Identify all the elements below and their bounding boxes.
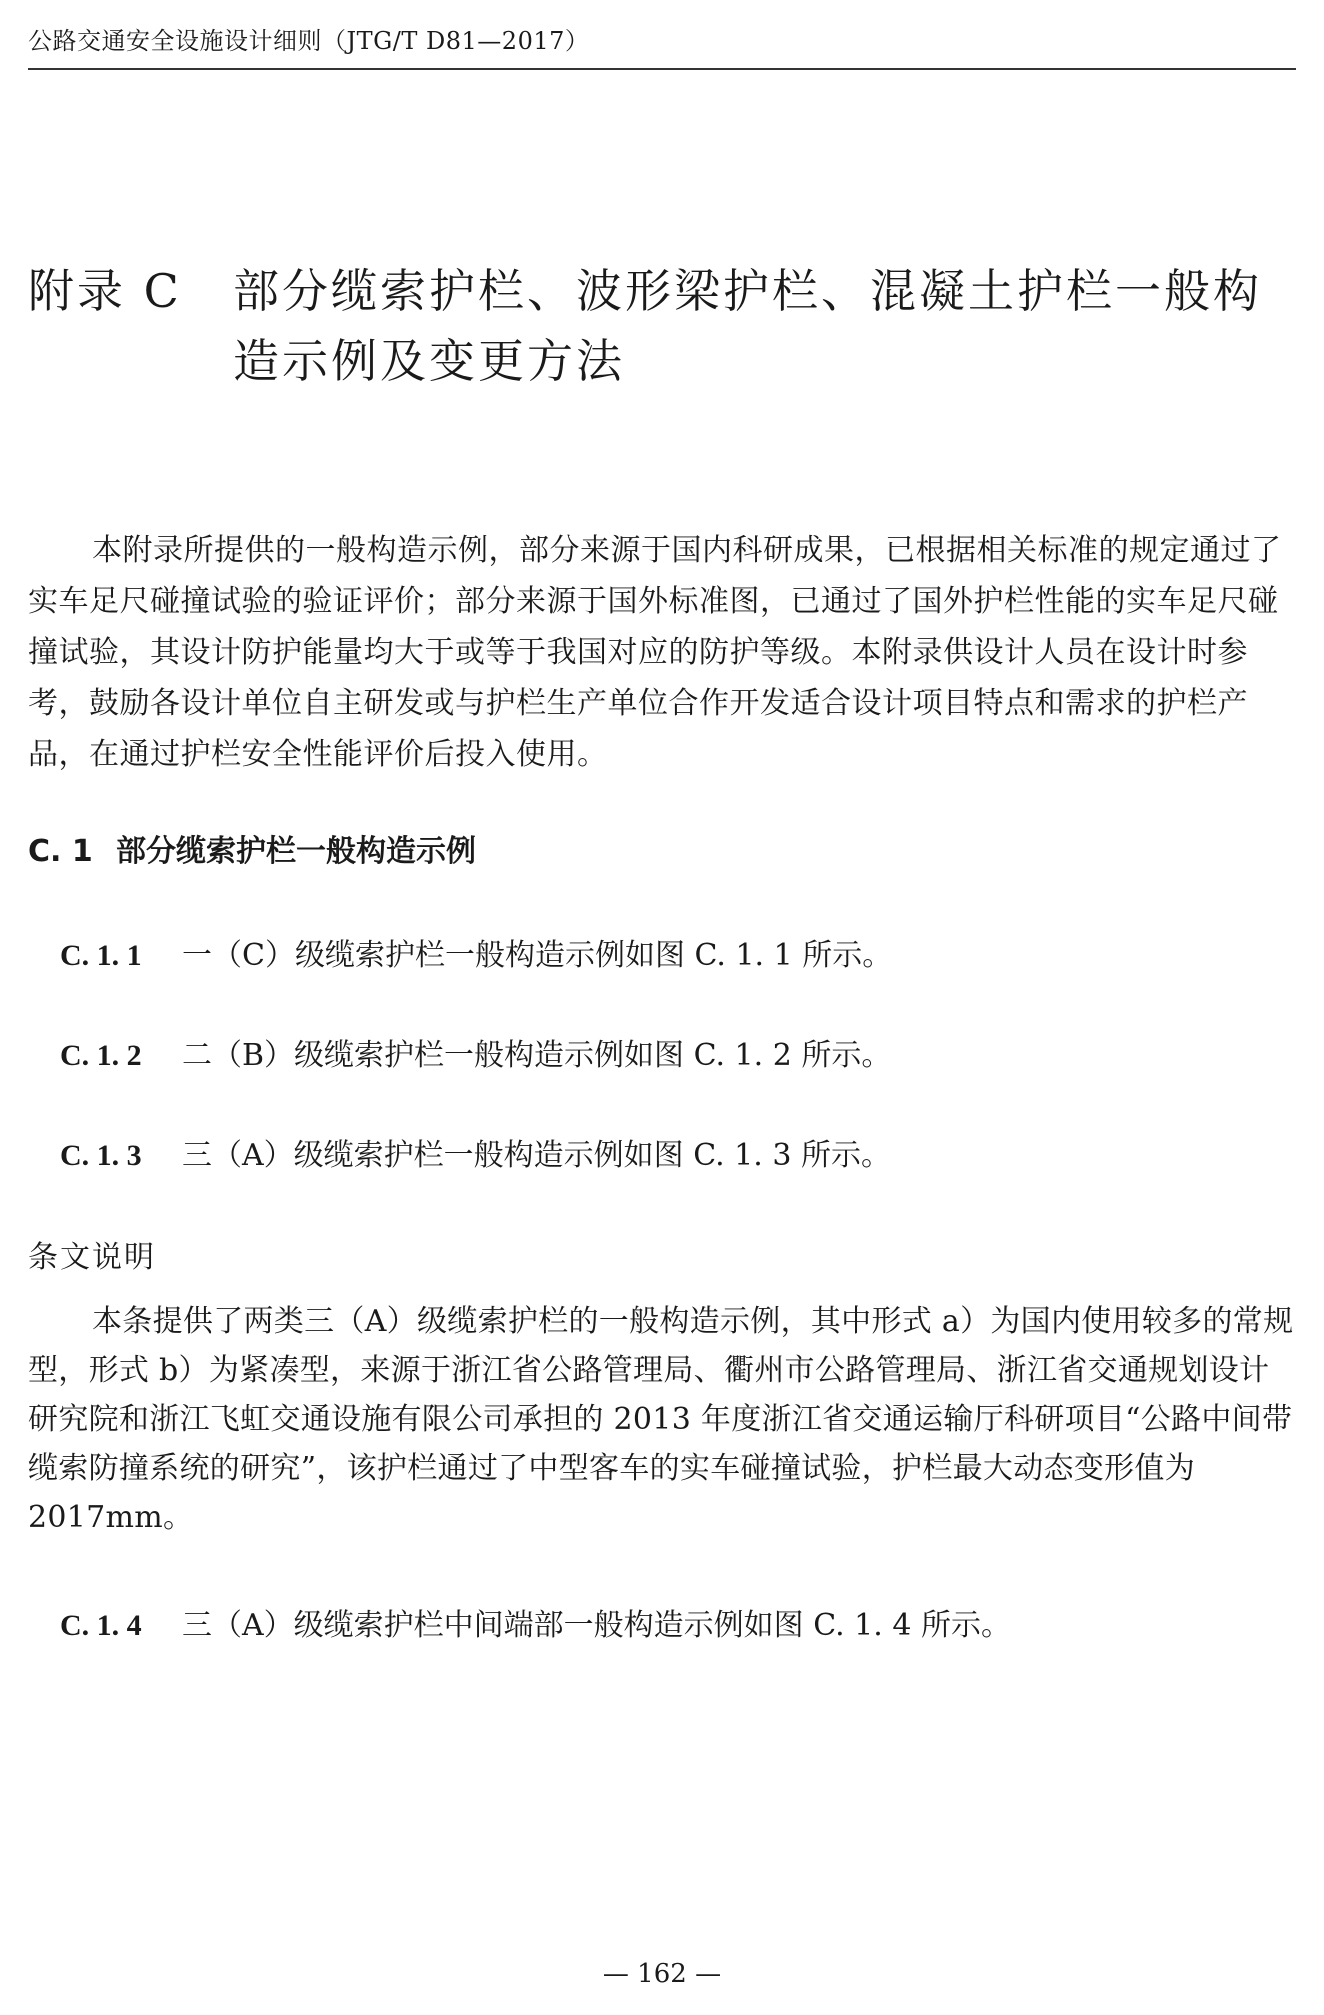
clause-text: 三（A）级缆索护栏中间端部一般构造示例如图 C. 1. 4 所示。 bbox=[182, 1608, 1011, 1643]
intro-paragraph: 本附录所提供的一般构造示例，部分来源于国内科研成果，已根据相关标准的规定通过了实车足尺碰撞试验的验证评价；部分来源于国外标准图，已通过了国外护栏性能的实车足尺碰撞试验，其设计防护能量均大于或等于我国对应的防护等级。本附录供设计人员在设计时参考，鼓励各设计单位自主研发或与护栏生产单位合作开发适合设计项目特点和需求的护栏产品，在通过护栏安全性能评价后投入使用。 bbox=[28, 533, 1282, 772]
section-number: C. 1 bbox=[28, 834, 93, 869]
section-title: 部分缆索护栏一般构造示例 bbox=[116, 834, 476, 869]
clause-text: 一（C）级缆索护栏一般构造示例如图 C. 1. 1 所示。 bbox=[182, 938, 893, 973]
clause-c-1-2 bbox=[60, 1034, 1296, 1078]
running-header: 公路交通安全设施设计细则（JTG/T D81—2017） bbox=[28, 27, 590, 55]
clause-number: C. 1. 4 bbox=[60, 1609, 142, 1642]
clause-text: 三（A）级缆索护栏一般构造示例如图 C. 1. 3 所示。 bbox=[182, 1138, 891, 1173]
clause-c-1-4 bbox=[60, 1604, 1296, 1648]
clause-text: 二（B）级缆索护栏一般构造示例如图 C. 1. 2 所示。 bbox=[182, 1038, 892, 1073]
commentary-heading: 条文说明 bbox=[28, 1240, 156, 1275]
clause-number: C. 1. 1 bbox=[60, 939, 142, 972]
clause-number: C. 1. 2 bbox=[60, 1039, 142, 1072]
clause-c-1-1 bbox=[60, 934, 1296, 978]
section-heading bbox=[28, 830, 476, 874]
header-divider bbox=[28, 68, 1296, 70]
page-number: — 162 — bbox=[602, 1959, 722, 1989]
clause-c-1-3 bbox=[60, 1134, 1296, 1178]
commentary-paragraph: 本条提供了两类三（A）级缆索护栏的一般构造示例，其中形式 a）为国内使用较多的常规型，形式 b）为紧凑型，来源于浙江省公路管理局、衢州市公路管理局、浙江省交通规划设计研究院和浙江飞虹交通设施有限公司承担的 2013 年度浙江省交通运输厅科研项目“公路中间带缆索防撞系统的研究”，该护栏通过了中型客车的实车碰撞试验，护栏最大动态变形值为 2017mm。 bbox=[28, 1304, 1294, 1535]
appendix-title-text: 部分缆索护栏、波形梁护栏、混凝土护栏一般构造示例及变更方法 bbox=[233, 264, 1262, 388]
clause-number: C. 1. 3 bbox=[60, 1139, 142, 1172]
appendix-label: 附录 C bbox=[28, 264, 182, 318]
